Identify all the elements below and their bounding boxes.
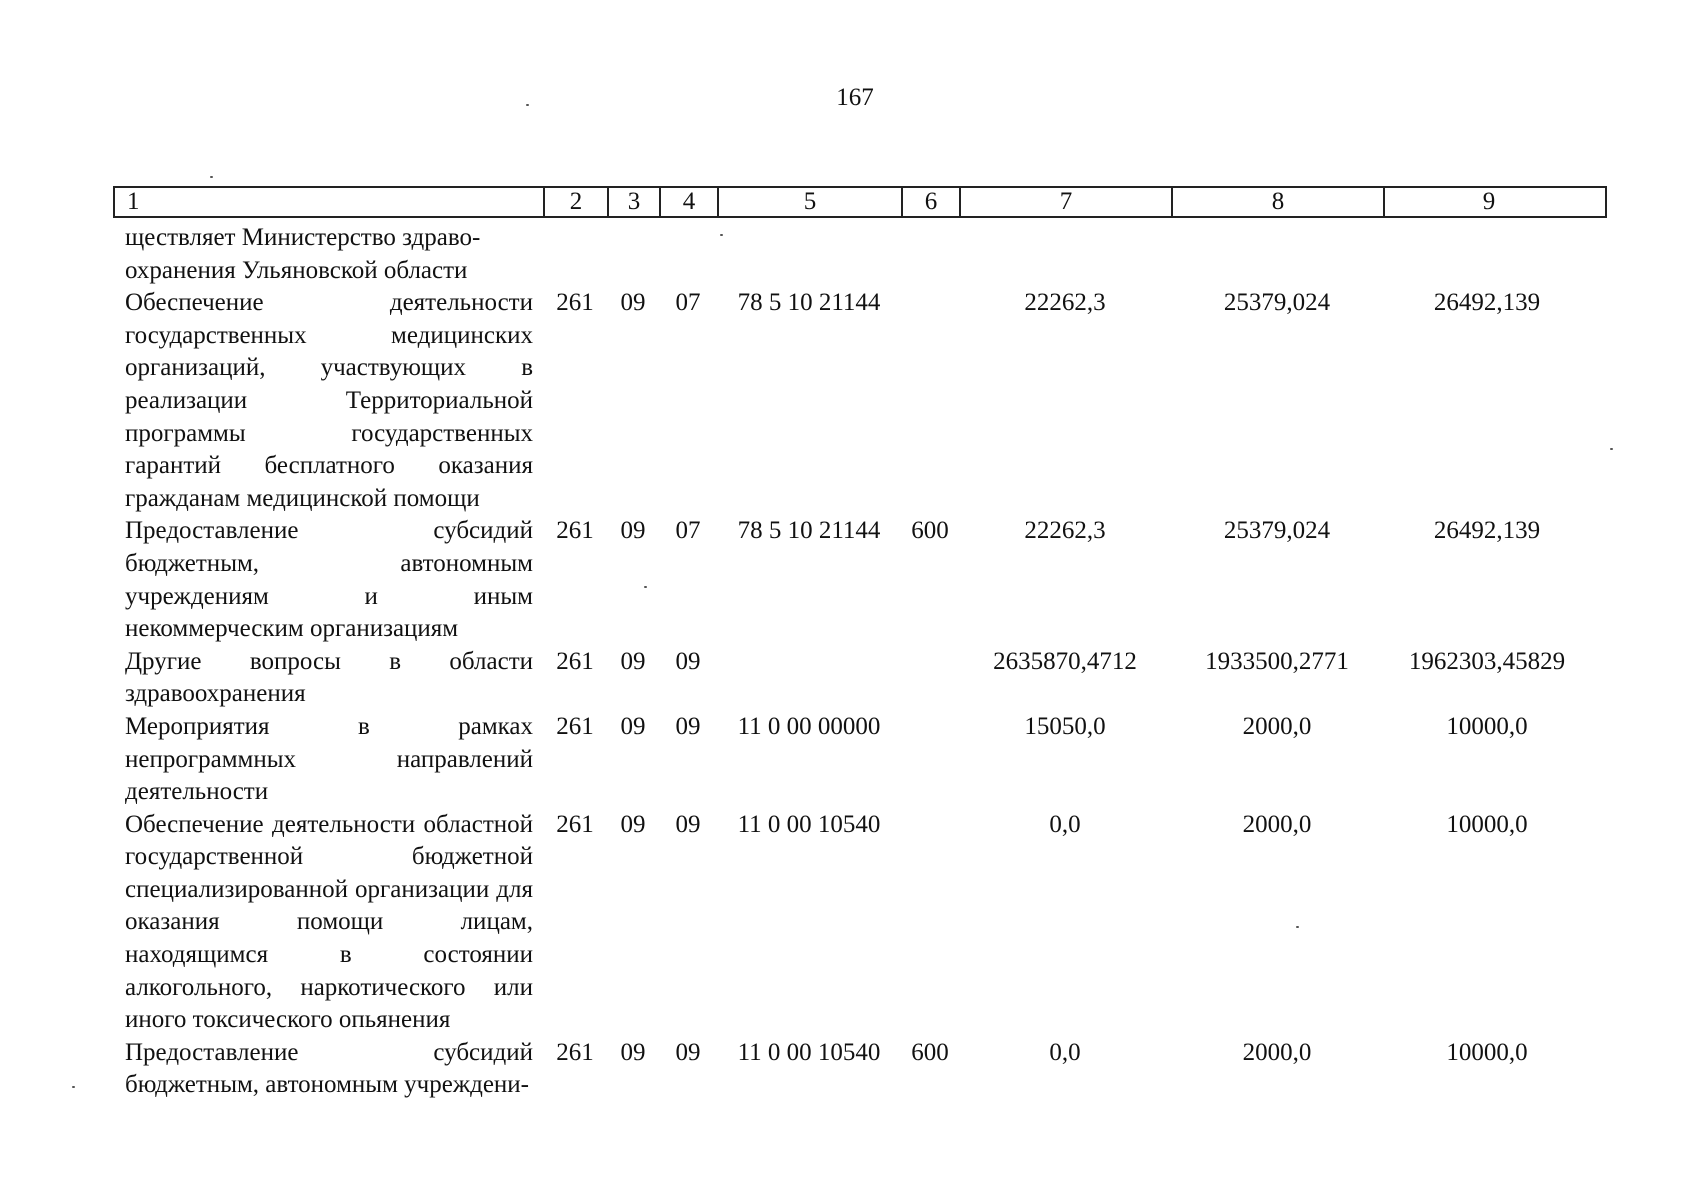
cell-col3: 09 <box>620 517 646 545</box>
table-body <box>113 222 1607 1102</box>
row-description: Другие вопросы в области здравоохранения <box>125 647 533 708</box>
scan-speck <box>210 176 213 178</box>
cell-col9: 10000,0 <box>1446 810 1528 838</box>
cell-col9: 10000,0 <box>1446 1038 1528 1066</box>
cell-col3: 09 <box>620 647 646 675</box>
cell-col5: 11 0 00 00000 <box>737 712 881 740</box>
cell-col5: 78 5 10 21144 <box>737 517 881 545</box>
row-description: Обеспечение деятельности областной государственной бюджетной специализированной организации для оказания помощи лицам, находящимся в состоянии алкогольного, наркотического или иного токсического опьянения <box>125 810 533 1034</box>
row-description: Предоставление субсидий бюджетным, автономным учреждениям и иным некоммерческим организациям <box>125 517 533 643</box>
cell-col7: 2635870,4712 <box>993 647 1137 675</box>
row-description: ществляет Министерство здраво- охранения Ульяновской области <box>125 224 481 284</box>
column-header-8: 8 <box>1173 188 1385 216</box>
cell-col3: 09 <box>620 1038 646 1066</box>
cell-col4: 07 <box>675 289 701 317</box>
cell-col6 <box>901 287 959 515</box>
scan-speck <box>1610 448 1613 450</box>
column-header-5: 5 <box>719 188 903 216</box>
cell-col7: 22262,3 <box>1024 517 1106 545</box>
cell-col8: 2000,0 <box>1242 712 1312 740</box>
table-row <box>113 646 1607 711</box>
cell-col4 <box>659 222 717 287</box>
table-row <box>113 222 1607 287</box>
cell-col7: 0,0 <box>1049 810 1081 838</box>
cell-col8 <box>1171 222 1383 287</box>
cell-col5 <box>717 646 901 711</box>
cell-col2: 261 <box>556 517 594 545</box>
table-row <box>113 711 1607 809</box>
cell-col7: 15050,0 <box>1024 712 1106 740</box>
column-header-2: 2 <box>545 188 609 216</box>
table-row <box>113 809 1607 1037</box>
cell-col9: 26492,139 <box>1433 289 1541 317</box>
cell-col2: 261 <box>556 1038 594 1066</box>
cell-col2: 261 <box>556 289 594 317</box>
cell-col9: 10000,0 <box>1446 712 1528 740</box>
cell-col2: 261 <box>556 647 594 675</box>
column-header-4: 4 <box>661 188 719 216</box>
cell-col8: 25379,024 <box>1223 517 1331 545</box>
cell-col2 <box>543 222 607 287</box>
cell-col8: 2000,0 <box>1242 810 1312 838</box>
cell-col8: 1933500,2771 <box>1205 647 1349 675</box>
cell-col4: 09 <box>675 647 701 675</box>
cell-col7: 22262,3 <box>1024 289 1106 317</box>
row-description: Мероприятия в рамках непрограммных направлений деятельности <box>125 712 533 806</box>
cell-col5 <box>717 222 901 287</box>
cell-col5: 11 0 00 10540 <box>737 810 881 838</box>
cell-col4: 07 <box>675 517 701 545</box>
table-row <box>113 515 1607 645</box>
cell-col2: 261 <box>556 712 594 740</box>
column-header-7: 7 <box>961 188 1173 216</box>
cell-col5: 78 5 10 21144 <box>737 289 881 317</box>
cell-col4: 09 <box>675 810 701 838</box>
column-header-9: 9 <box>1482 188 1496 215</box>
column-header-1: 1 <box>115 188 545 216</box>
cell-col3: 09 <box>620 289 646 317</box>
cell-col6 <box>901 809 959 1037</box>
cell-col6 <box>901 711 959 809</box>
cell-col9: 26492,139 <box>1433 517 1541 545</box>
table-row <box>113 1037 1607 1102</box>
cell-col3: 09 <box>620 712 646 740</box>
cell-col3 <box>607 222 659 287</box>
cell-col8: 2000,0 <box>1242 1038 1312 1066</box>
table-header-row <box>113 186 1607 218</box>
cell-col6 <box>901 222 959 287</box>
cell-col4: 09 <box>675 712 701 740</box>
table-row <box>113 287 1607 515</box>
cell-col6 <box>901 646 959 711</box>
cell-col8: 25379,024 <box>1223 289 1331 317</box>
row-description: Обеспечение деятельности государственных медицинских организаций, участвующих в реализации Территориальной программы государственных гарантий бесплатного оказания гражданам медицинской помощи <box>125 289 533 512</box>
page-number: 167 <box>836 84 874 111</box>
scan-speck <box>72 1086 75 1088</box>
cell-col3: 09 <box>620 810 646 838</box>
cell-col7: 0,0 <box>1049 1038 1081 1066</box>
cell-col5: 11 0 00 10540 <box>737 1038 881 1066</box>
cell-col9: 1962303,45829 <box>1408 647 1566 675</box>
row-description: Предоставление субсидий бюджетным, автономным учреждени- <box>125 1038 533 1099</box>
cell-col6: 600 <box>911 517 949 545</box>
column-header-6: 6 <box>903 188 961 216</box>
cell-col7 <box>959 222 1171 287</box>
column-header-3: 3 <box>609 188 661 216</box>
cell-col9 <box>1383 222 1591 287</box>
cell-col4: 09 <box>675 1038 701 1066</box>
cell-col6: 600 <box>911 1038 949 1066</box>
cell-col2: 261 <box>556 810 594 838</box>
